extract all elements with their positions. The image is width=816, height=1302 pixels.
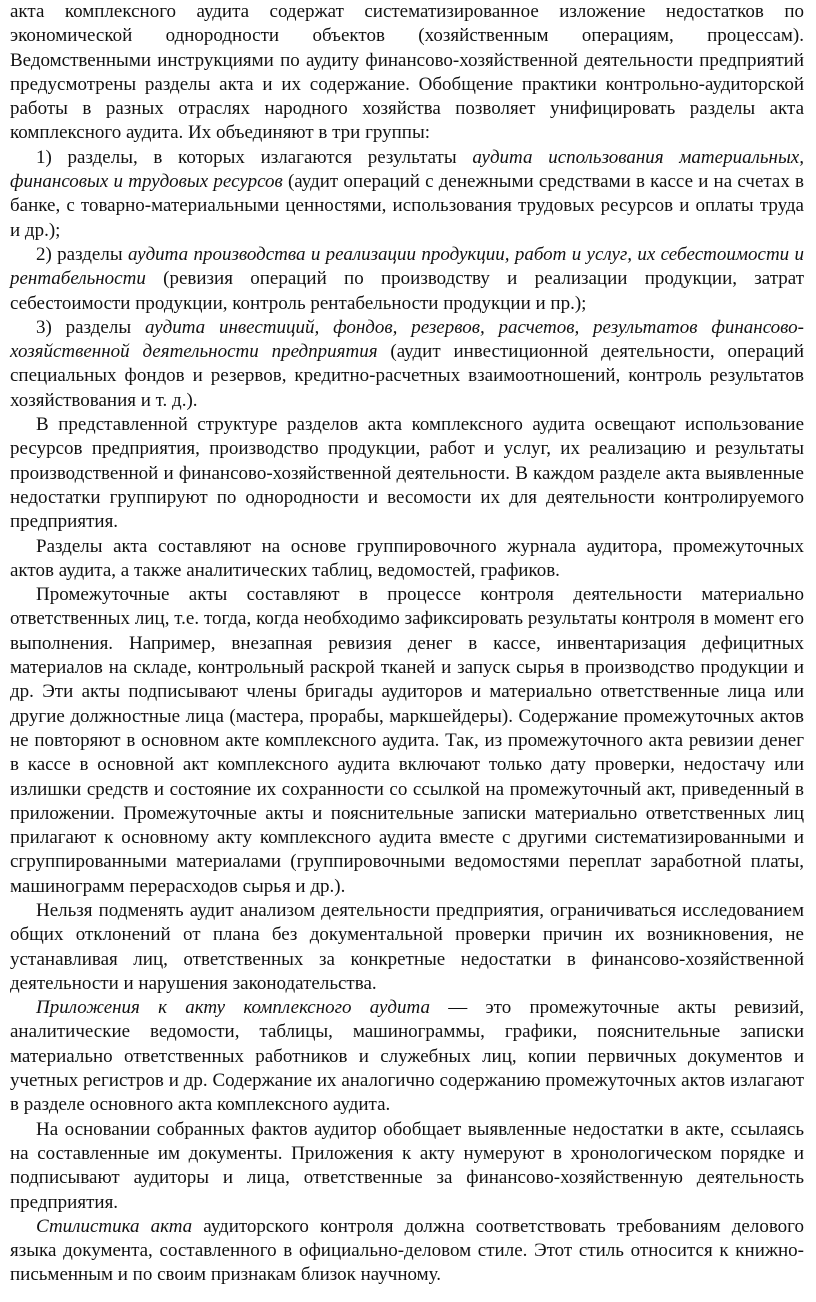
paragraph-structure xyxy=(10,413,804,534)
italic-term: Приложения к акту комплексного аудита xyxy=(36,997,430,1019)
paragraph-group-1 xyxy=(10,146,804,243)
paragraph-text: акта комплексного аудита содержат систематизированное изложение недостатков по экономической однородности объектов (хозяйственным операциям, процессам). Ведомственными инструкциями по аудиту финансово-хозяйственной деятельности предприятий предусмотрены разделы акта и их содержание. Обобщение практики контрольно-аудиторской работы в разных отраслях народного хозяйства позволяет унифицировать разделы акта комплексного аудита. Их объединяют в три группы: xyxy=(10,1,804,144)
italic-term: аудита инвестиций, фондов, резервов, расчетов, результатов финансово-хозяйственной деятельности предприятия xyxy=(10,316,804,363)
paragraph-intro xyxy=(10,0,804,146)
paragraph-sections-basis xyxy=(10,535,804,584)
paragraph-text: На основании собранных фактов аудитор обобщает выявленные недостатки в акте, ссылаясь на составленные им документы. Приложения к акту нумеруют в хронологическом порядке и подписывают аудиторы и лица, ответственные за финансово-хозяйственную деятельность предприятия. xyxy=(10,1118,804,1213)
paragraph-text: (аудит инвестиционной деятельности, операций специальных фондов и резервов, кредитно-расчетных взаимоотношений, контроль результатов хозяйствования и т. д.). xyxy=(10,341,805,411)
paragraph-no-substitute xyxy=(10,899,804,996)
paragraph-group-2 xyxy=(10,243,804,316)
paragraph-generalization xyxy=(10,1118,804,1215)
paragraph-group-3 xyxy=(10,316,804,413)
paragraph-text: 3) разделы xyxy=(36,316,145,338)
paragraph-text: Разделы акта составляют на основе группировочного журнала аудитора, промежуточных актов аудита, а также аналитических таблиц, ведомостей, графиков. xyxy=(10,535,804,581)
italic-term: аудита производства и реализации продукции, работ и услуг, их себестоимости и рентабельности xyxy=(10,243,804,290)
paragraph-text: аудиторского контроля должна соответствовать требованиям делового языка документа, составленного в официально-деловом стиле. Этот стиль относится к книжно-письменным и по своим признакам близок научному. xyxy=(10,1215,804,1286)
paragraph-text: В представленной структуре разделов акта комплексного аудита освещают использование ресурсов предприятия, производство продукции, работ и услуг, их реализацию и результаты производственной и финансово-хозяйственной деятельности. В каждом разделе акта выявленные недостатки группируют по однородности и весомости их для деятельности контролируемого предприятия. xyxy=(10,414,804,533)
paragraph-text: (ревизия операций по производству и реализации продукции, затрат себестоимости продукции, контроль рентабельности продукции и пр.); xyxy=(10,268,804,314)
italic-term: Стилистика акта xyxy=(36,1215,193,1237)
paragraph-text: Промежуточные акты составляют в процессе контроля деятельности материально ответственных лиц, т.е. тогда, когда необходимо зафиксировать результаты контроля в момент его выполнения. Например, внезапная ревизия денег в кассе, инвентаризация дефицитных материалов на складе, контрольный раскрой тканей и запуск сырья в производство продукции и др. Эти акты подписывают члены бригады аудиторов и материально ответственные лица или другие должностные лица (мастера, прорабы, маркшейдеры). Содержание промежуточных актов не повторяют в основном акте комплексного аудита. Так, из промежуточного акта ревизии денег в кассе в основной акт комплексного аудита включают только дату проверки, недостачу или излишки средств и состояние их сохранности со ссылкой на промежуточный акт, приведенный в приложении. Промежуточные акты и пояснительные записки материально ответственных лиц прилагают к основному акту комплексного аудита вместе с другими систематизированными и сгруппированными материалами (группировочными ведомостями переплат заработной платы, машинограмм перерасходов сырья и др.). xyxy=(10,584,804,897)
paragraph-text: — это промежуточные акты ревизий, аналитические ведомости, таблицы, машинограммы, графики, пояснительные записки материально ответственных работников и служебных лиц, копии первичных документов и учетных регистров и др. Содержание их аналогично содержанию промежуточных актов излагают в разделе основного акта комплексного аудита. xyxy=(10,997,805,1116)
italic-term: аудита использования материальных, финансовых и трудовых ресурсов xyxy=(10,146,804,193)
paragraph-text: Нельзя подменять аудит анализом деятельности предприятия, ограничиваться исследованием общих отклонений от плана без документальной проверки причин их возникновения, не устанавливая лиц, ответственных за конкретные недостатки в финансово-хозяйственной деятельности и нарушения законодательства. xyxy=(10,899,804,994)
paragraph-text: (аудит операций с денежными средствами в кассе и на счетах в банке, с товарно-материальными ценностями, использования трудовых ресурсов и оплаты труда и др.); xyxy=(10,171,805,241)
paragraph-interim-acts xyxy=(10,583,804,899)
paragraph-appendices xyxy=(10,996,804,1117)
paragraph-text: 1) разделы, в которых излагаются результаты xyxy=(36,146,473,168)
paragraph-style xyxy=(10,1215,804,1288)
paragraph-text: 2) разделы xyxy=(36,243,128,265)
